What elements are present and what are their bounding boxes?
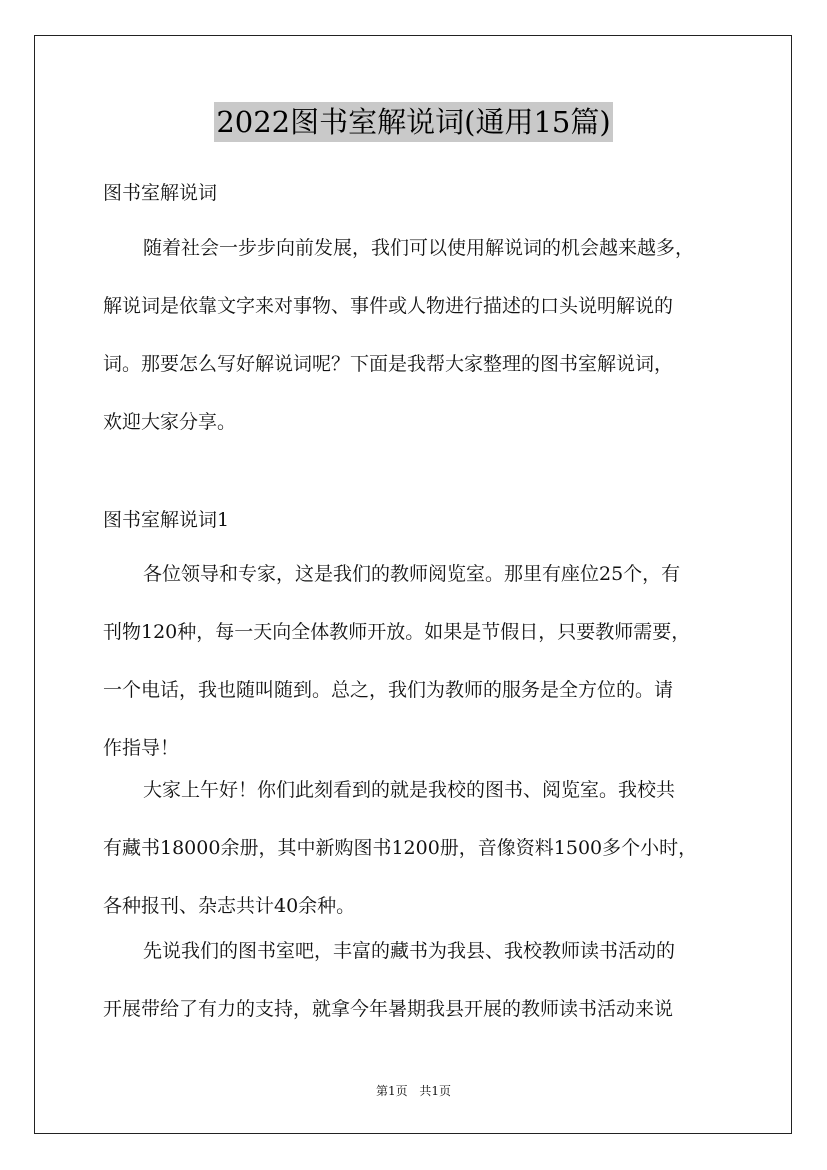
document-title: 2022图书室解说词(通用15篇) (214, 102, 612, 142)
paragraph-line: 作指导！ (103, 737, 180, 759)
paragraph-line: 各种报刊、杂志共计40余种。 (103, 895, 356, 917)
paragraph-line: 先说我们的图书室吧，丰富的藏书为我县、我校教师读书活动的 (143, 940, 676, 962)
section1-heading: 图书室解说词1 (103, 509, 230, 531)
intro-paragraph (103, 233, 733, 437)
intro-heading: 图书室解说词 (103, 182, 218, 204)
section1-paragraph-1 (103, 559, 733, 763)
paragraph-line: 大家上午好！你们此刻看到的就是我校的图书、阅览室。我校共 (143, 779, 676, 801)
paragraph-line: 欢迎大家分享。 (103, 411, 237, 433)
paragraph-line: 词。那要怎么写好解说词呢？下面是我帮大家整理的图书室解说词， (103, 353, 674, 375)
paragraph-line: 各位领导和专家，这是我们的教师阅览室。那里有座位25个，有 (143, 563, 681, 585)
page-footer (0, 1082, 827, 1100)
paragraph-line: 一个电话，我也随叫随到。总之，我们为教师的服务是全方位的。请 (103, 679, 674, 701)
paragraph-line: 刊物120种，每一天向全体教师开放。如果是节假日，只要教师需要， (103, 621, 691, 643)
section1-paragraph-3 (103, 936, 733, 1024)
paragraph-line: 随着社会一步步向前发展，我们可以使用解说词的机会越来越多， (143, 237, 695, 259)
paragraph-line: 有藏书18000余册，其中新购图书1200册，音像资料1500多个小时， (103, 837, 698, 859)
page-number: 第1页 (375, 1084, 408, 1098)
title-container (0, 102, 827, 142)
section1-paragraph-2 (103, 775, 733, 921)
page-total: 共1页 (419, 1084, 452, 1098)
paragraph-line: 解说词是依靠文字来对事物、事件或人物进行描述的口头说明解说的 (103, 295, 674, 317)
paragraph-line: 开展带给了有力的支持，就拿今年暑期我县开展的教师读书活动来说 (103, 998, 674, 1020)
